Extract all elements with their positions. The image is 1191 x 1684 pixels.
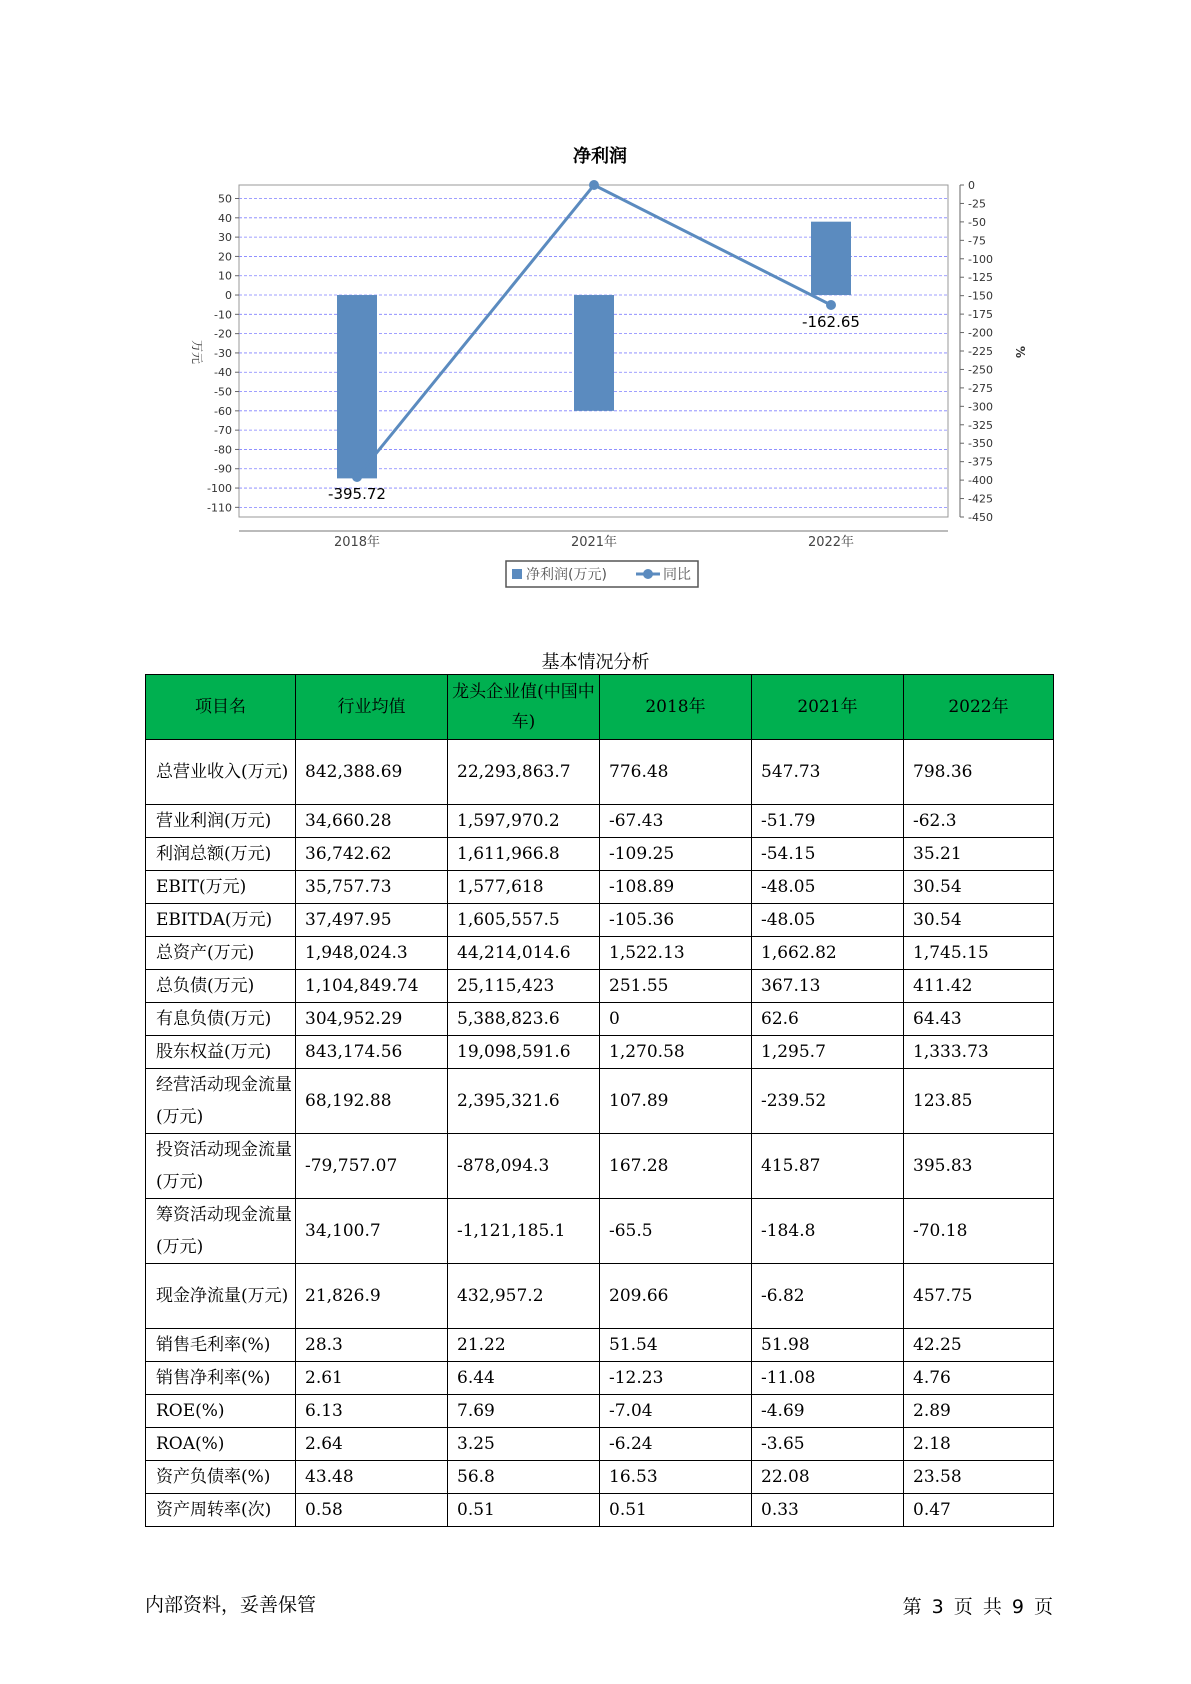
y2-tick-label: -75 <box>968 234 986 248</box>
value-cell: 1,662.82 <box>752 937 904 970</box>
y2-tick-label: -100 <box>968 252 993 266</box>
row-label-cell: 经营活动现金流量(万元) <box>146 1069 296 1134</box>
y2-tick-label: 0 <box>968 179 975 192</box>
value-cell: 19,098,591.6 <box>448 1036 600 1069</box>
y-tick-label: 0 <box>225 289 232 303</box>
value-cell: -1,121,185.1 <box>448 1199 600 1264</box>
x-tick-label: 2022年 <box>807 535 855 550</box>
value-cell: 411.42 <box>904 970 1054 1003</box>
row-label-cell: 有息负债(万元) <box>146 1003 296 1036</box>
y2-tick-label: -25 <box>968 197 986 211</box>
value-cell: 22.08 <box>752 1461 904 1494</box>
value-cell: 16.53 <box>600 1461 752 1494</box>
yoy-data-label: -395.72 <box>328 484 386 503</box>
footer-page-number: 第 3 页 共 9 页 <box>902 1596 1053 1618</box>
value-cell: 1,270.58 <box>600 1036 752 1069</box>
value-cell: 304,952.29 <box>296 1003 448 1036</box>
x-tick-label: 2021年 <box>570 535 618 550</box>
y-tick-label: -30 <box>214 346 232 360</box>
value-cell: 21.22 <box>448 1329 600 1362</box>
value-cell: 107.89 <box>600 1069 752 1134</box>
value-cell: 56.8 <box>448 1461 600 1494</box>
table-row <box>146 1134 1054 1199</box>
table-row <box>146 871 1054 904</box>
table-row <box>146 1329 1054 1362</box>
value-cell: 51.98 <box>752 1329 904 1362</box>
y2-tick-label: -225 <box>968 345 993 358</box>
row-label-cell: 销售净利率(%) <box>146 1362 296 1395</box>
row-label-cell: 资产周转率(次) <box>146 1494 296 1527</box>
value-cell: 209.66 <box>600 1264 752 1329</box>
value-cell: 21,826.9 <box>296 1264 448 1329</box>
row-label-cell: 利润总额(万元) <box>146 838 296 871</box>
table-row <box>146 1428 1054 1461</box>
y-tick-label: -40 <box>214 366 232 380</box>
value-cell: 34,100.7 <box>296 1199 448 1264</box>
value-cell: 62.6 <box>752 1003 904 1036</box>
value-cell: 4.76 <box>904 1362 1054 1395</box>
value-cell: 36,742.62 <box>296 838 448 871</box>
value-cell: -105.36 <box>600 904 752 937</box>
value-cell: 5,388,823.6 <box>448 1003 600 1036</box>
value-cell: 415.87 <box>752 1134 904 1199</box>
value-cell: -79,757.07 <box>296 1134 448 1199</box>
value-cell: -62.3 <box>904 805 1054 838</box>
y-axis-label: 万元 <box>190 339 204 365</box>
value-cell: -6.24 <box>600 1428 752 1461</box>
table-row <box>146 904 1054 937</box>
value-cell: 64.43 <box>904 1003 1054 1036</box>
row-label-cell: EBIT(万元) <box>146 871 296 904</box>
row-label-cell: 总负债(万元) <box>146 970 296 1003</box>
value-cell: -48.05 <box>752 871 904 904</box>
y-tick-label: -20 <box>214 327 232 341</box>
row-label-cell: 总资产(万元) <box>146 937 296 970</box>
value-cell: 7.69 <box>448 1395 600 1428</box>
value-cell: 1,597,970.2 <box>448 805 600 838</box>
value-cell: -878,094.3 <box>448 1134 600 1199</box>
value-cell: 2.61 <box>296 1362 448 1395</box>
row-label-cell: 股东权益(万元) <box>146 1036 296 1069</box>
y2-tick-label: -375 <box>968 455 993 469</box>
value-cell: 22,293,863.7 <box>448 740 600 805</box>
value-cell: 3.25 <box>448 1428 600 1461</box>
value-cell: 798.36 <box>904 740 1054 805</box>
y2-tick-label: -175 <box>968 308 993 322</box>
value-cell: -184.8 <box>752 1199 904 1264</box>
chart-title: 净利润 <box>573 146 627 167</box>
value-cell: -67.43 <box>600 805 752 838</box>
y2-tick-label: -425 <box>968 492 993 506</box>
row-label-cell: EBITDA(万元) <box>146 904 296 937</box>
row-label-cell: 投资活动现金流量(万元) <box>146 1134 296 1199</box>
y-tick-label: 10 <box>218 269 232 283</box>
table-row <box>146 1069 1054 1134</box>
table-row <box>146 1362 1054 1395</box>
value-cell: 776.48 <box>600 740 752 805</box>
yoy-point <box>589 180 599 190</box>
value-cell: -12.23 <box>600 1362 752 1395</box>
chart-canvas <box>0 0 1191 600</box>
y2-tick-label: -50 <box>968 215 986 229</box>
value-cell: -70.18 <box>904 1199 1054 1264</box>
y-tick-label: -80 <box>214 443 232 457</box>
y-tick-label: -90 <box>214 462 232 476</box>
table-header-row <box>146 675 1054 740</box>
value-cell: 1,948,024.3 <box>296 937 448 970</box>
value-cell: 547.73 <box>752 740 904 805</box>
y2-tick-label: -200 <box>968 326 993 340</box>
y-tick-label: -10 <box>214 308 232 322</box>
header-cell: 龙头企业值(中国中车) <box>448 675 600 740</box>
value-cell: 51.54 <box>600 1329 752 1362</box>
y2-tick-label: -400 <box>968 474 993 488</box>
table-row <box>146 1461 1054 1494</box>
value-cell: 0.33 <box>752 1494 904 1527</box>
value-cell: 37,497.95 <box>296 904 448 937</box>
row-label-cell: 总营业收入(万元) <box>146 740 296 805</box>
table-row <box>146 937 1054 970</box>
value-cell: 1,577,618 <box>448 871 600 904</box>
table-row <box>146 1264 1054 1329</box>
legend-bar-swatch <box>512 569 522 579</box>
value-cell: -65.5 <box>600 1199 752 1264</box>
y2-tick-label: -125 <box>968 271 993 285</box>
value-cell: 68,192.88 <box>296 1069 448 1134</box>
value-cell: 34,660.28 <box>296 805 448 838</box>
value-cell: 28.3 <box>296 1329 448 1362</box>
value-cell: 1,333.73 <box>904 1036 1054 1069</box>
value-cell: 0 <box>600 1003 752 1036</box>
value-cell: 167.28 <box>600 1134 752 1199</box>
value-cell: -54.15 <box>752 838 904 871</box>
row-label-cell: 资产负债率(%) <box>146 1461 296 1494</box>
yoy-point <box>826 300 836 310</box>
header-cell: 行业均值 <box>296 675 448 740</box>
table-title: 基本情况分析 <box>541 652 650 673</box>
net-profit-bar <box>811 222 851 295</box>
y2-tick-label: -300 <box>968 400 993 414</box>
table-row <box>146 1003 1054 1036</box>
basic-analysis-table <box>145 674 1054 1527</box>
y2-tick-label: -150 <box>968 289 993 303</box>
table-row <box>146 1199 1054 1264</box>
table-row <box>146 1395 1054 1428</box>
value-cell: 251.55 <box>600 970 752 1003</box>
value-cell: 2.18 <box>904 1428 1054 1461</box>
value-cell: -7.04 <box>600 1395 752 1428</box>
table-row <box>146 805 1054 838</box>
y-tick-label: 50 <box>218 192 232 206</box>
value-cell: 1,605,557.5 <box>448 904 600 937</box>
value-cell: 123.85 <box>904 1069 1054 1134</box>
table-row <box>146 1036 1054 1069</box>
value-cell: 0.51 <box>448 1494 600 1527</box>
value-cell: 1,104,849.74 <box>296 970 448 1003</box>
value-cell: 432,957.2 <box>448 1264 600 1329</box>
y2-tick-label: -275 <box>968 381 993 395</box>
value-cell: 43.48 <box>296 1461 448 1494</box>
y2-axis-label: % <box>1013 345 1027 359</box>
net-profit-bar <box>337 295 377 478</box>
y2-tick-label: -350 <box>968 437 993 451</box>
value-cell: 42.25 <box>904 1329 1054 1362</box>
table-row <box>146 1494 1054 1527</box>
value-cell: 1,522.13 <box>600 937 752 970</box>
legend-bar-label: 净利润(万元) <box>526 567 607 583</box>
yoy-data-label: -162.65 <box>802 312 860 331</box>
row-label-cell: 筹资活动现金流量(万元) <box>146 1199 296 1264</box>
value-cell: 6.44 <box>448 1362 600 1395</box>
footer-confidential-note: 内部资料，妥善保管 <box>145 1594 317 1616</box>
value-cell: -239.52 <box>752 1069 904 1134</box>
row-label-cell: ROA(%) <box>146 1428 296 1461</box>
net-profit-chart <box>0 0 1191 600</box>
value-cell: -109.25 <box>600 838 752 871</box>
value-cell: 25,115,423 <box>448 970 600 1003</box>
value-cell: 30.54 <box>904 904 1054 937</box>
y-tick-label: -110 <box>207 501 232 515</box>
value-cell: 457.75 <box>904 1264 1054 1329</box>
value-cell: 1,611,966.8 <box>448 838 600 871</box>
value-cell: 395.83 <box>904 1134 1054 1199</box>
value-cell: 1,295.7 <box>752 1036 904 1069</box>
y-tick-label: 20 <box>218 250 232 264</box>
legend-line-label: 同比 <box>663 567 691 583</box>
table-row <box>146 838 1054 871</box>
y-tick-label: -70 <box>214 424 232 438</box>
value-cell: -48.05 <box>752 904 904 937</box>
y-tick-label: -60 <box>214 404 232 418</box>
y-tick-label: -50 <box>214 385 232 399</box>
y-tick-label: 30 <box>218 231 232 245</box>
value-cell: 44,214,014.6 <box>448 937 600 970</box>
legend-line-marker <box>643 569 653 579</box>
row-label-cell: 销售毛利率(%) <box>146 1329 296 1362</box>
yoy-point <box>352 472 362 482</box>
net-profit-bar <box>574 295 614 411</box>
value-cell: 0.47 <box>904 1494 1054 1527</box>
value-cell: -3.65 <box>752 1428 904 1461</box>
row-label-cell: 营业利润(万元) <box>146 805 296 838</box>
table-row <box>146 740 1054 805</box>
value-cell: 1,745.15 <box>904 937 1054 970</box>
value-cell: 842,388.69 <box>296 740 448 805</box>
value-cell: -108.89 <box>600 871 752 904</box>
value-cell: 6.13 <box>296 1395 448 1428</box>
y2-tick-label: -450 <box>968 511 993 524</box>
header-cell: 2021年 <box>752 675 904 740</box>
value-cell: -4.69 <box>752 1395 904 1428</box>
table-row <box>146 970 1054 1003</box>
x-tick-label: 2018年 <box>333 535 381 550</box>
value-cell: 23.58 <box>904 1461 1054 1494</box>
value-cell: 30.54 <box>904 871 1054 904</box>
value-cell: 0.58 <box>296 1494 448 1527</box>
header-cell: 2022年 <box>904 675 1054 740</box>
y-tick-label: 40 <box>218 211 232 225</box>
value-cell: 0.51 <box>600 1494 752 1527</box>
value-cell: 35.21 <box>904 838 1054 871</box>
header-cell: 2018年 <box>600 675 752 740</box>
value-cell: 2.89 <box>904 1395 1054 1428</box>
value-cell: -11.08 <box>752 1362 904 1395</box>
header-cell: 项目名 <box>146 675 296 740</box>
value-cell: 367.13 <box>752 970 904 1003</box>
y-tick-label: -100 <box>207 482 232 496</box>
row-label-cell: 现金净流量(万元) <box>146 1264 296 1329</box>
value-cell: 2,395,321.6 <box>448 1069 600 1134</box>
value-cell: -51.79 <box>752 805 904 838</box>
y2-tick-label: -250 <box>968 363 993 377</box>
value-cell: -6.82 <box>752 1264 904 1329</box>
value-cell: 35,757.73 <box>296 871 448 904</box>
row-label-cell: ROE(%) <box>146 1395 296 1428</box>
value-cell: 843,174.56 <box>296 1036 448 1069</box>
y2-tick-label: -325 <box>968 418 993 432</box>
value-cell: 2.64 <box>296 1428 448 1461</box>
